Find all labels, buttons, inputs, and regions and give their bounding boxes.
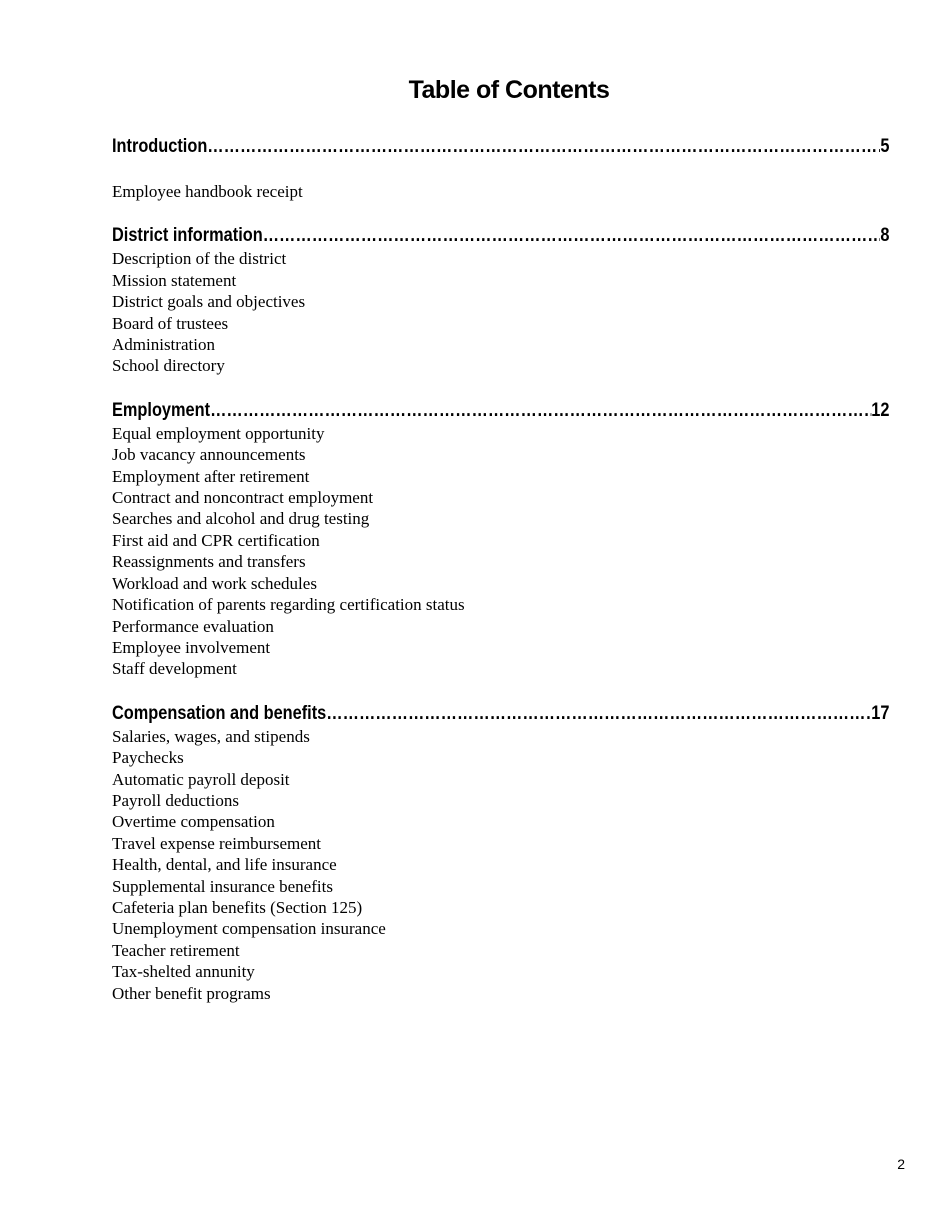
- toc-item[interactable]: Description of the district: [112, 249, 287, 269]
- toc-item-list: [112, 726, 892, 1004]
- toc-section-employment: [112, 398, 892, 680]
- toc-page-number: 8: [880, 225, 890, 247]
- toc-section-compensation-and-benefits: [112, 701, 892, 1004]
- toc-item[interactable]: Tax-shelted annunity: [112, 962, 255, 982]
- toc-page-number: 17: [871, 702, 890, 724]
- toc-item[interactable]: Administration: [112, 335, 215, 355]
- toc-item[interactable]: Paychecks: [112, 748, 184, 768]
- toc-heading-row[interactable]: [112, 134, 889, 159]
- toc-heading-row[interactable]: [112, 398, 889, 423]
- dot-leader: [263, 223, 881, 248]
- toc-item[interactable]: First aid and CPR certification: [112, 530, 320, 550]
- toc-item[interactable]: Reassignments and transfers: [112, 552, 306, 572]
- toc-item[interactable]: Employee involvement: [112, 637, 271, 657]
- dot-leader: [210, 398, 871, 423]
- table-of-contents: [112, 134, 892, 1025]
- toc-item[interactable]: Workload and work schedules: [112, 573, 317, 593]
- footer-page-number: 2: [897, 1156, 905, 1172]
- toc-page-number: 5: [880, 136, 890, 157]
- toc-item-list: [112, 423, 892, 680]
- dot-leader: [207, 134, 880, 159]
- toc-item[interactable]: Staff development: [112, 659, 237, 679]
- toc-item[interactable]: Performance evaluation: [112, 616, 274, 636]
- toc-heading-label: Employment: [112, 399, 211, 421]
- toc-heading-label: Compensation and benefits: [112, 702, 327, 724]
- toc-item[interactable]: Overtime compensation: [112, 812, 275, 832]
- toc-item[interactable]: Payroll deductions: [112, 790, 240, 810]
- page-title: Table of Contents: [408, 76, 610, 104]
- toc-section-district-information: [112, 223, 892, 376]
- toc-heading-row[interactable]: [112, 701, 889, 726]
- toc-item[interactable]: District goals and objectives: [112, 292, 306, 312]
- toc-heading-row[interactable]: [112, 223, 889, 248]
- toc-item[interactable]: Cafeteria plan benefits (Section 125): [112, 897, 363, 917]
- toc-item-list: [112, 181, 892, 202]
- toc-item[interactable]: Equal employment opportunity: [112, 423, 325, 443]
- toc-item[interactable]: Supplemental insurance benefits: [112, 876, 333, 896]
- toc-heading-label: District information: [112, 225, 263, 247]
- toc-item[interactable]: Contract and noncontract employment: [112, 488, 374, 508]
- toc-item[interactable]: Salaries, wages, and stipends: [112, 726, 310, 746]
- toc-item[interactable]: School directory: [112, 356, 225, 376]
- toc-item[interactable]: Health, dental, and life insurance: [112, 855, 337, 875]
- toc-item[interactable]: Mission statement: [112, 270, 237, 290]
- toc-item[interactable]: Automatic payroll deposit: [112, 769, 290, 789]
- toc-item[interactable]: Other benefit programs: [112, 983, 271, 1003]
- toc-item[interactable]: Searches and alcohol and drug testing: [112, 509, 370, 529]
- toc-heading-label: Introduction: [112, 136, 208, 157]
- toc-item[interactable]: Employment after retirement: [112, 466, 310, 486]
- toc-item[interactable]: Employee handbook receipt: [112, 182, 303, 201]
- toc-item[interactable]: Teacher retirement: [112, 940, 240, 960]
- toc-item[interactable]: Travel expense reimbursement: [112, 833, 321, 853]
- toc-section-introduction: [112, 134, 892, 202]
- toc-item-list: [112, 248, 892, 376]
- toc-item[interactable]: Board of trustees: [112, 313, 229, 333]
- dot-leader: [326, 701, 871, 726]
- toc-page-number: 12: [871, 399, 890, 421]
- toc-item[interactable]: Unemployment compensation insurance: [112, 919, 386, 939]
- toc-item[interactable]: Notification of parents regarding certification status: [112, 595, 465, 615]
- toc-item[interactable]: Job vacancy announcements: [112, 445, 306, 465]
